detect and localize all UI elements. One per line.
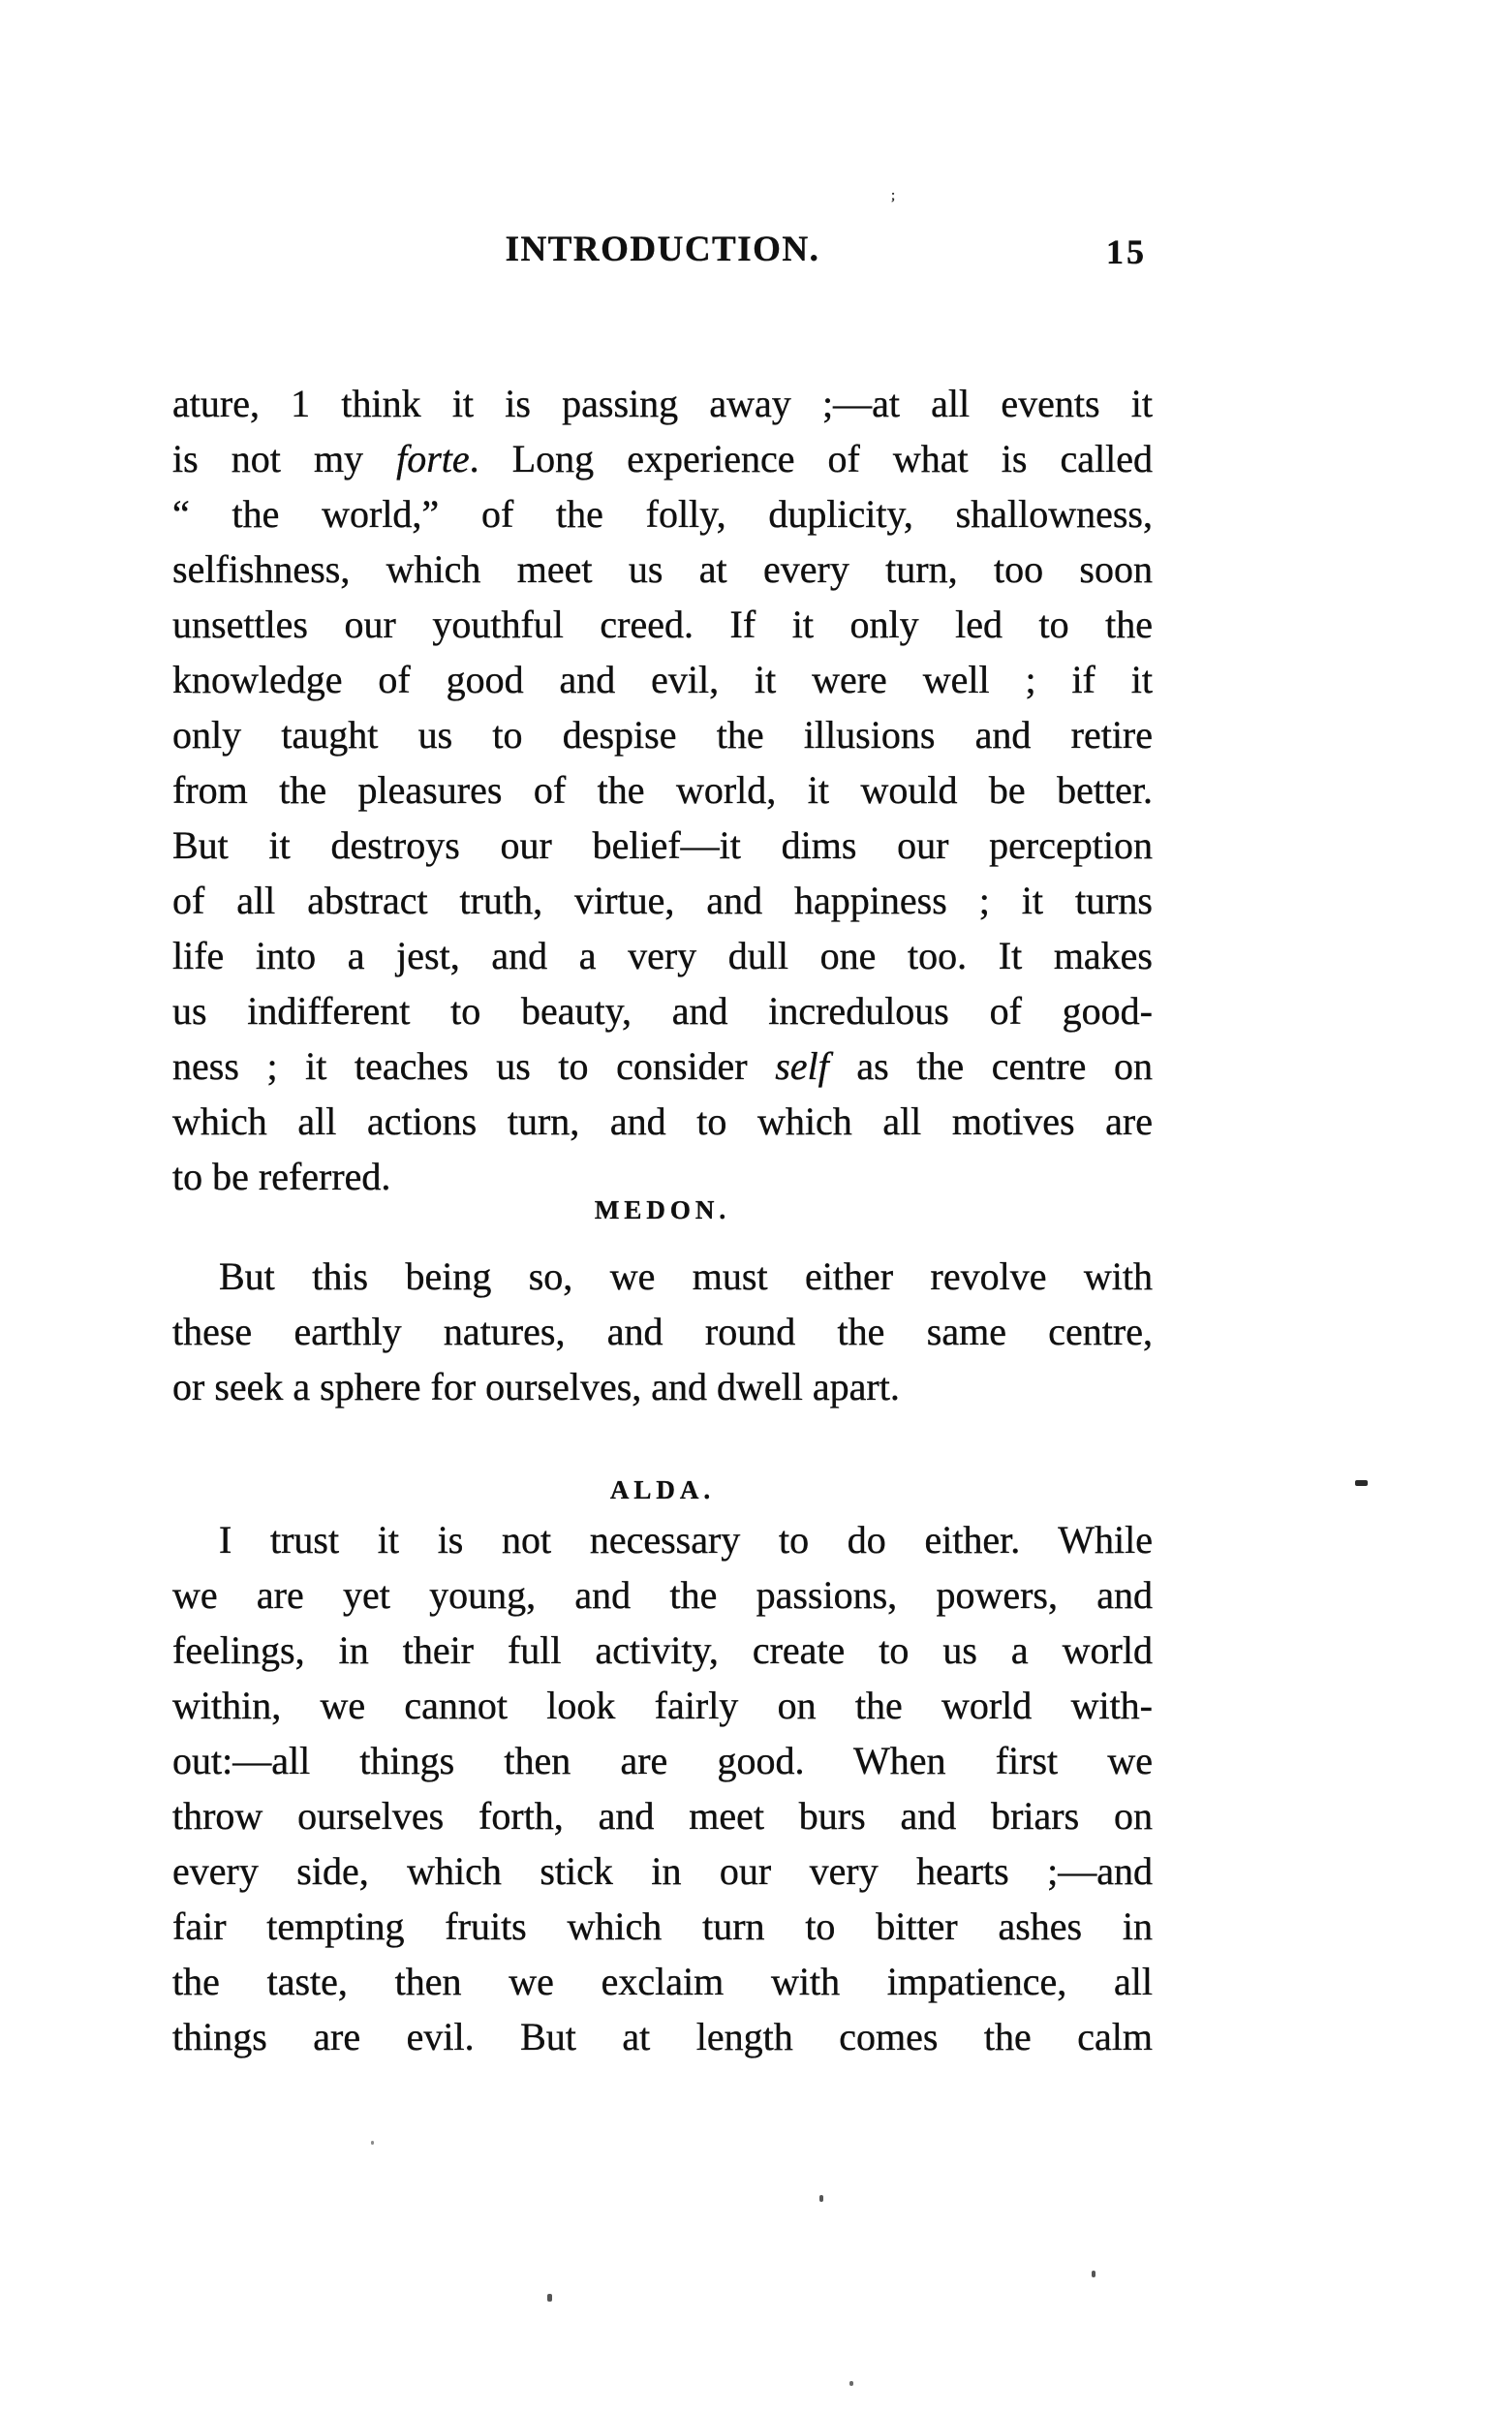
text-line: every side, which stick in our very hearts ;—and	[172, 1849, 1153, 1893]
italic-word-forte: forte	[396, 437, 470, 480]
speaker-heading-alda: ALDA.	[609, 1475, 716, 1504]
text-line: But it destroys our belief—it dims our perception	[172, 823, 1153, 867]
scan-speck	[1355, 1480, 1368, 1486]
scan-speck	[371, 2141, 374, 2145]
text-segment: is not my	[172, 437, 397, 480]
text-line: to be referred.	[172, 1155, 391, 1198]
text-line: from the pleasures of the world, it would be better.	[172, 768, 1153, 812]
text-segment: ness ; it teaches us to consider	[172, 1044, 776, 1088]
paragraph-medon	[172, 1249, 1153, 1414]
text-line: I trust it is not necessary to do either. While	[219, 1518, 1153, 1562]
text-line: knowledge of good and evil, it were well ; if it	[172, 658, 1153, 701]
text-block	[172, 376, 1153, 2064]
text-line: within, we cannot look fairly on the world with-	[172, 1684, 1153, 1727]
text-line: selfishness, which meet us at every turn, too soon	[172, 547, 1153, 591]
scan-speck	[849, 2381, 853, 2386]
text-line: feelings, in their full activity, create to us a world	[172, 1628, 1153, 1672]
scan-speck: ;	[891, 188, 896, 203]
page-number: 15	[1106, 232, 1147, 271]
scan-speck	[819, 2195, 823, 2202]
text-line: these earthly natures, and round the same centre,	[172, 1310, 1153, 1353]
paragraph-alda	[172, 1512, 1153, 2064]
page-header	[172, 229, 1153, 275]
text-line: which all actions turn, and to which all motives are	[172, 1099, 1153, 1143]
text-line	[172, 1038, 1153, 1094]
text-line: of all abstract truth, virtue, and happiness ; it turns	[172, 879, 1153, 922]
text-line: But this being so, we must either revolve with	[219, 1254, 1153, 1298]
scan-speck	[1092, 2271, 1095, 2277]
text-line: we are yet young, and the passions, powers, and	[172, 1573, 1153, 1617]
text-line: life into a jest, and a very dull one too. It makes	[172, 934, 1153, 977]
text-line: unsettles our youthful creed. If it only led to the	[172, 603, 1153, 646]
text-line: things are evil. But at length comes the calm	[172, 2015, 1153, 2058]
page-title: INTRODUCTION.	[505, 230, 820, 269]
text-line: “ the world,” of the folly, duplicity, shallowness,	[172, 492, 1153, 536]
italic-word-self: self	[775, 1044, 829, 1088]
scan-speck	[547, 2294, 552, 2302]
text-line: ature, 1 think it is passing away ;—at all events it	[172, 382, 1153, 425]
text-line: us indifferent to beauty, and incredulous of good-	[172, 989, 1153, 1033]
text-line: throw ourselves forth, and meet burs and briars on	[172, 1794, 1153, 1838]
text-line	[172, 431, 1153, 486]
text-line: the taste, then we exclaim with impatience, all	[172, 1960, 1153, 2003]
text-line: or seek a sphere for ourselves, and dwell apart.	[172, 1365, 900, 1408]
text-segment: . Long experience of what is called	[469, 437, 1153, 480]
text-line: out:—all things then are good. When first we	[172, 1739, 1153, 1782]
text-segment: as the centre on	[828, 1044, 1153, 1088]
speaker-heading-medon: MEDON.	[594, 1195, 731, 1224]
paragraph-continuation	[172, 376, 1153, 1204]
text-line: only taught us to despise the illusions and retire	[172, 713, 1153, 757]
text-line: fair tempting fruits which turn to bitter ashes in	[172, 1904, 1153, 1948]
